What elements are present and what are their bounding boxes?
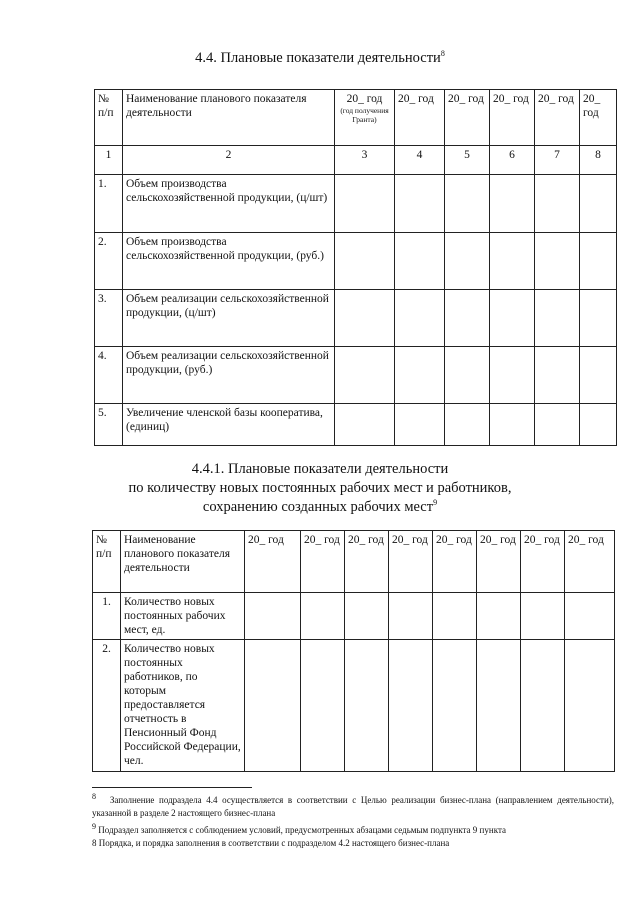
footnote-mark: 9 (92, 822, 96, 831)
value-cell[interactable] (433, 640, 477, 772)
header-year-3: 20_ год (345, 531, 389, 593)
table-row (93, 593, 615, 640)
value-cell[interactable] (335, 290, 395, 347)
row-num: 3. (95, 290, 123, 347)
value-cell[interactable] (521, 640, 565, 772)
value-cell[interactable] (345, 640, 389, 772)
value-cell[interactable] (580, 404, 617, 446)
table-row (95, 404, 617, 446)
index-cell: 6 (490, 146, 535, 175)
header-year-1-note: (год получения Гранта) (340, 106, 389, 124)
index-cell: 8 (580, 146, 617, 175)
value-cell[interactable] (580, 347, 617, 404)
value-cell[interactable] (535, 404, 580, 446)
row-num: 1. (93, 593, 121, 640)
value-cell[interactable] (301, 640, 345, 772)
value-cell[interactable] (301, 593, 345, 640)
index-cell: 7 (535, 146, 580, 175)
value-cell[interactable] (580, 290, 617, 347)
value-cell[interactable] (395, 175, 445, 233)
value-cell[interactable] (395, 404, 445, 446)
footnote-ref-9: 9 (433, 498, 438, 508)
value-cell[interactable] (565, 640, 615, 772)
value-cell[interactable] (445, 404, 490, 446)
index-cell: 5 (445, 146, 490, 175)
footnote-mark: 8 (92, 792, 96, 801)
table-header-row (95, 90, 617, 146)
section-title-4-4-1 (0, 460, 640, 517)
row-name: Количество новых постоянных работников, по которым предоставляется отчетность в Пенсионный Фонд Российской Федерации, чел. (121, 640, 245, 772)
section-title-line (0, 498, 640, 517)
value-cell[interactable] (335, 347, 395, 404)
value-cell[interactable] (345, 593, 389, 640)
value-cell[interactable] (389, 593, 433, 640)
value-cell[interactable] (433, 593, 477, 640)
value-cell[interactable] (477, 640, 521, 772)
header-year-7: 20_ год (521, 531, 565, 593)
row-name: Объем производства сельскохозяйственной продукции, (руб.) (123, 233, 335, 290)
value-cell[interactable] (395, 347, 445, 404)
value-cell[interactable] (535, 233, 580, 290)
row-name: Объем реализации сельскохозяйственной продукции, (руб.) (123, 347, 335, 404)
header-year-4: 20_ год (389, 531, 433, 593)
table-header-row (93, 531, 615, 593)
footnote-8 (92, 794, 614, 820)
value-cell[interactable] (445, 290, 490, 347)
value-cell[interactable] (395, 233, 445, 290)
value-cell[interactable] (490, 175, 535, 233)
footnote-9 (92, 824, 614, 837)
value-cell[interactable] (580, 175, 617, 233)
header-year-2: 20_ год (395, 90, 445, 146)
index-cell: 3 (335, 146, 395, 175)
jobs-indicators-table (92, 530, 615, 772)
header-name: Наименование планового показателя деятельности (123, 90, 335, 146)
header-year-8: 20_ год (565, 531, 615, 593)
header-num: № п/п (95, 90, 123, 146)
value-cell[interactable] (535, 290, 580, 347)
section-title-line: по количеству новых постоянных рабочих мест и работников, (128, 480, 512, 496)
header-year-5: 20_ год (535, 90, 580, 146)
value-cell[interactable] (335, 404, 395, 446)
section-title-text: 4.4. Плановые показатели деятельности (195, 50, 441, 66)
value-cell[interactable] (490, 290, 535, 347)
section-title-line: 4.4.1. Плановые показатели деятельности (191, 461, 449, 477)
column-index-row (95, 146, 617, 175)
footnote-separator (92, 787, 252, 788)
value-cell[interactable] (445, 347, 490, 404)
row-num: 5. (95, 404, 123, 446)
row-name: Объем реализации сельскохозяйственной продукции, (ц/шт) (123, 290, 335, 347)
planned-indicators-table (94, 89, 617, 446)
value-cell[interactable] (490, 233, 535, 290)
row-num: 2. (95, 233, 123, 290)
header-year-4: 20_ год (490, 90, 535, 146)
value-cell[interactable] (490, 404, 535, 446)
value-cell[interactable] (445, 233, 490, 290)
footnote-text: Подраздел заполняется с соблюдением условий, предусмотренных абзацами седьмым подпункта 9 пункта (98, 825, 506, 835)
row-name: Количество новых постоянных рабочих мест, ед. (121, 593, 245, 640)
index-cell: 1 (95, 146, 123, 175)
header-year-2: 20_ год (301, 531, 345, 593)
row-name: Объем производства сельскохозяйственной продукции, (ц/шт) (123, 175, 335, 233)
value-cell[interactable] (580, 233, 617, 290)
table-row (95, 347, 617, 404)
row-name: Увеличение членской базы кооператива, (единиц) (123, 404, 335, 446)
table-row (95, 233, 617, 290)
header-year-1-label: 20_ год (346, 93, 383, 105)
value-cell[interactable] (490, 347, 535, 404)
table-row (95, 175, 617, 233)
value-cell[interactable] (565, 593, 615, 640)
footnote-9-continued: 8 Порядка, и порядка заполнения в соответствии с подразделом 4.2 настоящего бизнес-плана (92, 838, 450, 848)
header-name: Наименование планового показателя деятельности (121, 531, 245, 593)
header-year-3: 20_ год (445, 90, 490, 146)
header-num: № п/п (93, 531, 121, 593)
table-row (95, 290, 617, 347)
value-cell[interactable] (445, 175, 490, 233)
index-cell: 2 (123, 146, 335, 175)
value-cell[interactable] (389, 640, 433, 772)
value-cell[interactable] (521, 593, 565, 640)
row-num: 4. (95, 347, 123, 404)
section-title-4-4 (0, 50, 640, 67)
header-year-5: 20_ год (433, 531, 477, 593)
header-year-6: 20_ год (477, 531, 521, 593)
value-cell[interactable] (335, 175, 395, 233)
row-num: 2. (93, 640, 121, 772)
header-year-1: 20_ год (245, 531, 301, 593)
value-cell[interactable] (477, 593, 521, 640)
value-cell[interactable] (395, 290, 445, 347)
value-cell[interactable] (535, 347, 580, 404)
index-cell: 4 (395, 146, 445, 175)
header-year-1 (335, 90, 395, 146)
table-row (93, 640, 615, 772)
row-num: 1. (95, 175, 123, 233)
value-cell[interactable] (535, 175, 580, 233)
section-title-text: сохранению созданных рабочих мест (202, 499, 434, 515)
value-cell[interactable] (335, 233, 395, 290)
footnote-ref-8: 8 (440, 49, 445, 59)
header-year-6: 20_ год (580, 90, 617, 146)
value-cell[interactable] (245, 593, 301, 640)
footnote-text: Заполнение подраздела 4.4 осуществляется в соответствии с Целью реализации бизнес-плана (направлением деятельности), указанной в разделе 2 настоящего бизнес-плана (92, 795, 615, 818)
value-cell[interactable] (245, 640, 301, 772)
